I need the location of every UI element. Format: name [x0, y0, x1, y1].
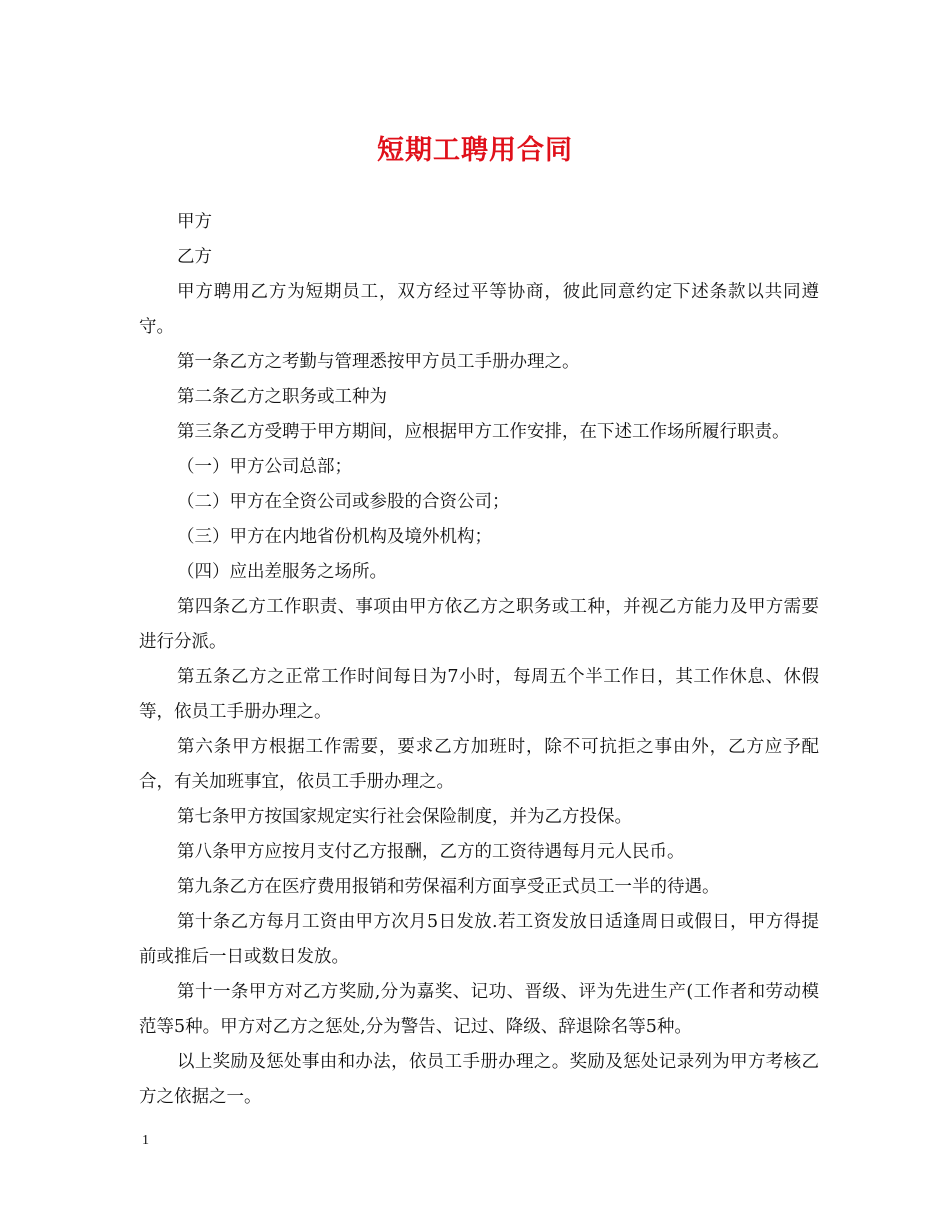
paragraph-article-3: 第三条乙方受聘于甲方期间，应根据甲方工作安排，在下述工作场所履行职责。 [177, 422, 790, 442]
paragraph-article-10: 第十条乙方每月工资由甲方次月5日发放.若工资发放日适逢周日或假日，甲方得提前或推后一日或数日发放。 [139, 912, 819, 967]
paragraph-item-3: （三）甲方在内地省份机构及境外机构； [177, 527, 492, 547]
paragraph-article-8: 第八条甲方应按月支付乙方报酬，乙方的工资待遇每月元人民币。 [177, 842, 685, 862]
document-body [139, 205, 819, 1115]
paragraph-article-4: 第四条乙方工作职责、事项由甲方依乙方之职务或工种，并视乙方能力及甲方需要进行分派。 [139, 597, 819, 652]
paragraph-item-4: （四）应出差服务之场所。 [177, 562, 387, 582]
paragraph-item-2: （二）甲方在全资公司或参股的合资公司； [177, 492, 510, 512]
paragraph-preamble: 甲方聘用乙方为短期员工，双方经过平等协商，彼此同意约定下述条款以共同遵守。 [139, 282, 819, 337]
document-title: 短期工聘用合同 [377, 135, 573, 166]
paragraph-article-1: 第一条乙方之考勤与管理悉按甲方员工手册办理之。 [177, 352, 580, 372]
paragraph-article-9: 第九条乙方在医疗费用报销和劳保福利方面享受正式员工一半的待遇。 [177, 877, 720, 897]
paragraph-item-1: （一）甲方公司总部； [177, 457, 352, 477]
paragraph-party-a: 甲方 [177, 212, 212, 232]
paragraph-article-5: 第五条乙方之正常工作时间每日为7小时，每周五个半工作日，其工作休息、休假等，依员工手册办理之。 [139, 667, 819, 722]
paragraph-party-b: 乙方 [177, 247, 212, 267]
paragraph-article-11: 第十一条甲方对乙方奖励,分为嘉奖、记功、晋级、评为先进生产(工作者和劳动模范等5种。甲方对乙方之惩处,分为警告、记过、降级、辞退除名等5种。 [139, 982, 819, 1037]
page-number: 1 [142, 1133, 149, 1148]
paragraph-article-7: 第七条甲方按国家规定实行社会保险制度，并为乙方投保。 [177, 807, 632, 827]
paragraph-rewards-note: 以上奖励及惩处事由和办法，依员工手册办理之。奖励及惩处记录列为甲方考核乙方之依据之一。 [139, 1052, 819, 1107]
paragraph-article-6: 第六条甲方根据工作需要，要求乙方加班时，除不可抗拒之事由外，乙方应予配合，有关加班事宜，依员工手册办理之。 [139, 737, 819, 792]
paragraph-article-2: 第二条乙方之职务或工种为 [177, 387, 387, 407]
